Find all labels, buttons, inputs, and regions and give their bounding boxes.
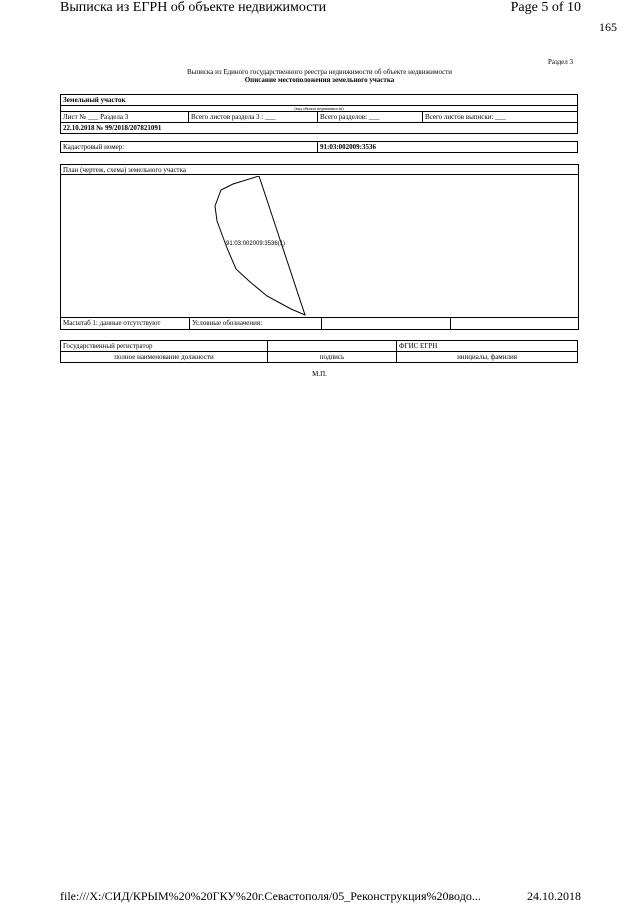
plan-box <box>60 164 579 330</box>
document-title: Выписка из Единого государственного реестра недвижимости об объекте недвижимости <box>186 68 453 76</box>
document-subtitle: Описание местоположения земельного участка <box>244 76 395 84</box>
cadastral-value: 91:03:002009:3536 <box>318 142 578 153</box>
info-table <box>60 94 578 134</box>
plan-legend-cell-1 <box>322 318 451 329</box>
stamp-place: М.П. <box>312 370 327 378</box>
page-header-title: Выписка из ЕГРН об объекте недвижимости <box>60 0 327 15</box>
plan-footer <box>61 317 578 329</box>
page-header-counter: Page 5 of 10 <box>510 0 581 15</box>
plan-legend: Условные обозначения: <box>190 318 322 329</box>
sheets-total: Всего листов выписки: ___ <box>423 112 578 123</box>
signature-caption: подпись <box>268 352 397 363</box>
name-caption: инициалы, фамилия <box>397 352 578 363</box>
sheet-number: Лист № ___ Раздела 3 <box>61 112 189 123</box>
registrar-signature-cell <box>268 341 397 352</box>
section-label: Раздел 3 <box>547 58 573 66</box>
registrar-org: ФГИС ЕГРН <box>397 341 578 352</box>
footer-date: 24.10.2018 <box>527 889 581 903</box>
plan-scale: Масштаб 1: данные отсутствуют <box>61 318 190 329</box>
footer-file-path: file:///X:/СИД/КРЫМ%20%20ГКУ%20г.Севастополя/05_Реконструкция%20водо... <box>60 889 481 903</box>
role-caption: полное наименование должности <box>61 352 268 363</box>
cadastral-table <box>60 141 578 153</box>
object-type-note: (вид объекта недвижимости) <box>61 106 578 112</box>
page-number: 165 <box>599 20 617 34</box>
parcel-label: 91:03:002009:3536(1) <box>226 241 286 247</box>
sections-total: Всего разделов: ___ <box>318 112 423 123</box>
registrar-role: Государственный регистратор <box>61 341 268 352</box>
cadastral-label: Кадастровый номер: <box>61 142 318 153</box>
plan-title: План (чертеж, схема) земельного участка <box>61 165 578 175</box>
sheets-in-section: Всего листов раздела 3 : ___ <box>189 112 318 123</box>
date-number: 22.10.2018 № 99/2018/207821091 <box>61 123 578 134</box>
signature-table <box>60 340 578 363</box>
parcel-drawing <box>61 176 578 318</box>
plan-legend-cell-2 <box>451 318 578 329</box>
object-type: Земельный участок <box>61 95 578 106</box>
